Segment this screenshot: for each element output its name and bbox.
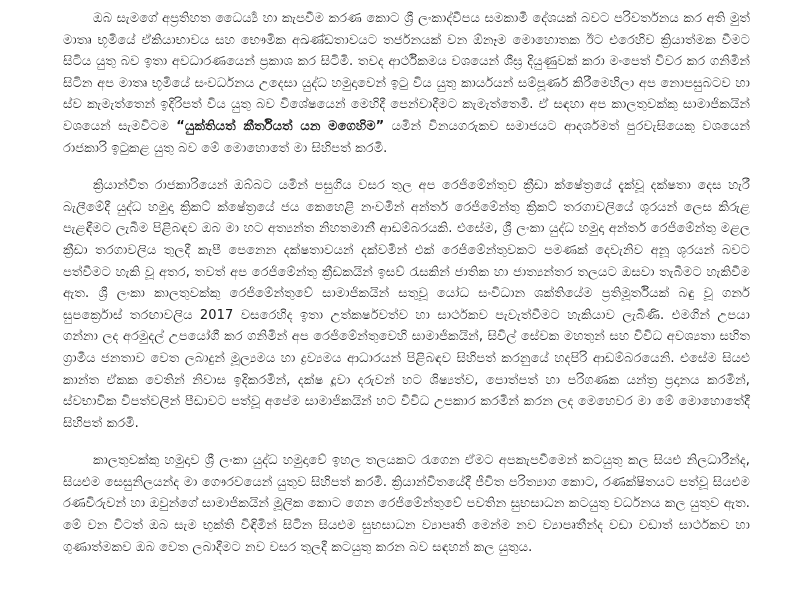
paragraph-2: ක්‍රියාන්විත රාජකාරියෙන් ඔබ්බට යමින් පසුගිය වසර තුල අප රෙජිමේන්තුව ක්‍රීඩා ක්ෂේත්‍රයේ දැක්වූ දක්ෂතා දෙස හැරී බැලීමේදී යුද්ධ හමුදා ක්‍රිකට් ක්ෂේත්‍රයේ ජය කෙහෙළි නංවමින් අන්තර් රෙජිමේන්තු ක්‍රිකට් තරගාවලියේ ශූරයන් ලෙස කිරුළ පැළඳීමට ලැබීම පිළිබඳව ඔබ මා හට අත්‍යන්ත නිහතමානී ආඩම්බරයකි. එසේම, ශ්‍රී ලංකා යුද්ධ හමුදා අන්තර් රෙජිමේන්තු මළල ක්‍රීඩා තරගාවලිය තුලදී කැපී පෙනෙන දක්ෂතාවයන් දක්වමින් එක් රෙජිමේන්තුවකට පමණක් දෙවැනිව අනූ ශූරයන් බවට පත්වීමට හැකි වූ අතර, තවත් අප රෙජිමේන්තු ක්‍රීඩකයින් ඉසව් රැසකින් ජාතික හා ජාත්‍යන්තර තලයට ඔසවා තැබීමට හැකිවීම ඇත. ශ්‍රී ලංකා කාලතුවක්කු රෙජිමේන්තුවේ සාමාජිකයින් සතුවූ යෝධ සංවිධාන ශක්තියේම ප්‍රතිමූර්තියක් බඳු වූ ගනර් සුපර්ක්‍රොස් තරඟාවලිය 2017 වසරෙහිද ඉතා උත්කර්ෂවත්ව හා සාර්ථකව පැවැත්වීමට හැකියාව ලැබිණි. එමගින් උපයා ගන්නා ලද අරමුදල් උපයෝගී කර ගනිමින් අප රෙජිමේන්තුවෙහි සාමාජිකයින්, සිවිල් සේවක මහතුන් සහ විවිධ අවශ්‍යතා සහිත ග්‍රාමීය ජනතාව වෙත ලබාදුන් මූල්‍යමය හා ද්‍රව්‍යමය ආධාරයන් පිළිබඳව සිහිපත් කරනුයේ හදපිරි ආඩම්බරයෙනි. එසේම සියළු කාන්ත ඒකක වෙතින් නිවාස ඉදිකරමින්, දක්ෂ දූවා දරුවන් හට ශිෂ්‍යත්ව, පොත්පත් හා පරිගණක යන්ත්‍ර ප්‍රදානය කරමින්, ස්වභාවික විපත්වලින් පීඩාවට පත්වූ අපේම සාමාජිකයින් හට විවිධ උපකාර කරමින් කරන ලද මෙහෙවර මා මේ මොහොතේදී සිහිපත් කරමි. (63, 178, 750, 431)
paragraph-1-text-b: යමින් විනයගරුකව සමාජයට ආදර්ශමත් පුරවැසියෙකු වශයෙන් රාජකාරි ඉටුකළ යුතු බව මේ මොහොතේ මා සිහිපත් කරමි. (63, 118, 750, 156)
paragraph-1 (63, 8, 750, 159)
regiment-motto: “යුක්තියත් කීර්තියත් යන මගෙහිම” (176, 118, 385, 134)
paragraph-3: කාලතුවක්කු හමුදාව ශ්‍රී ලංකා යුද්ධ හමුදාවේ ඉහල තලයකට රැගෙන ඒමට අපකැපවීමෙන් කටයුතු කල සියළු නිලධාරීන්ද, සියළුම සෙසුනිලයන්ද මා ගෞරවයෙන් යුතුව සිහිපත් කරමි. ක්‍රියාන්විතයේදී ජීවිත පරිත්‍යාග කොට, රණක්ෂිතයට පත්වූ සියළුම රණවිරුවන් හා ඔවුන්ගේ සාමාජිකයින් මූලික කොට ගෙන රෙජිමේන්තුවේ පවතින සුභසාධන කටයුතු වර්ධනය කල යුතුව ඇත. මේ වන විටත් ඔබ සැම භුක්ති විඳිමින් සිටින සියළුම සුභසාධන ව්‍යාපෘති මෙන්ම නව ව්‍යාපෘතීන්ද වඩා වඩාත් සාර්ථකව හා ගුණාත්මකව ඔබ වෙත ලබාදීමට නව වසර තුලදී කටයුතු කරන බව සඳහන් කල යුතුය. (63, 453, 750, 555)
paragraph-1-text-a: ඔබ සැමගේ අප්‍රතිහත ධෛර්‍ය්‍ය හා කැපවීම කරණ කොට ශ්‍රී ලංකාද්වීපය සමකාමී දේශයක් බවට පරිවර්තනය කර අති මුත් මාතෘ භූමියේ ඒකියාභාවය සහ භෞමික අඛණ්ඩතාවයට තර්ජනයක් වන ඕනෑම මොහොතක ඊට එරෙහිව ක්‍රියාත්මක වීමට සිටිය යුතු බව ඉතා අවධාරණයෙන් ප්‍රකාශ කර සිටිමි. තවද ආර්ථිකමය වශයෙන් ශීඝ්‍ර දියුණුවක් කරා මංපෙත් විවර කර ගනිමින් සිටින අප මාතෘ භූමියේ සංවර්ධනය උදෙසා යුද්ධ හමුදාවෙන් ඉටු විය යුතු කාර්යයන් සම්පූර්ණ කිරීමෙහිලා අප නොපසුබටව හා ස්ව කැමැත්තෙන් ඉදිරිපත් විය යුතු බව විශේෂයෙන් මෙහිදී පෙන්වාදීමට කැමැත්තෙමි. ඒ සඳහා අප කාලතුවක්කු සාමාජිකයින් වශයෙන් සැමවිටම (63, 11, 750, 134)
